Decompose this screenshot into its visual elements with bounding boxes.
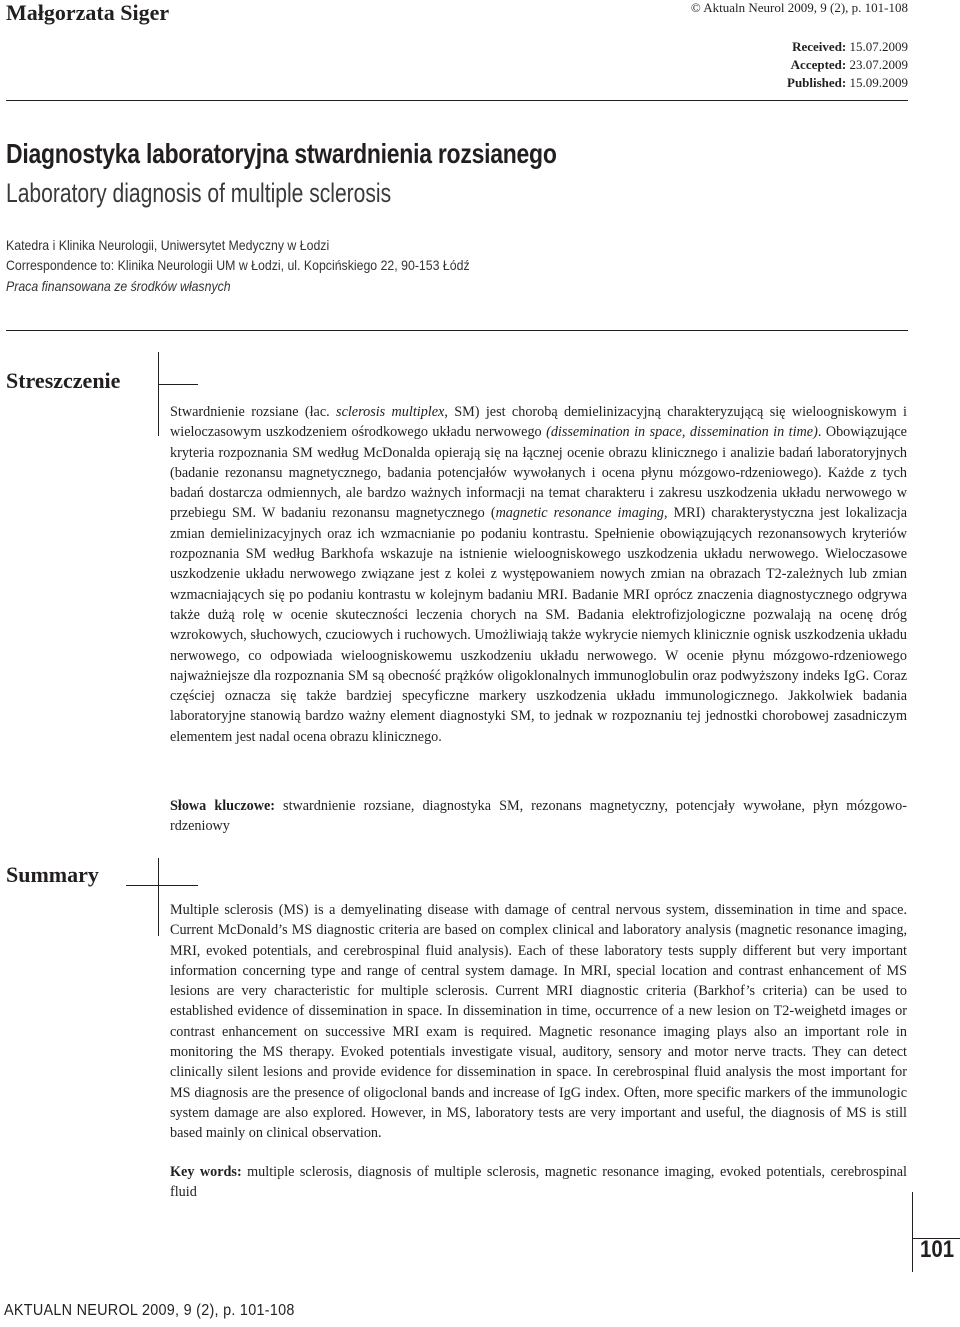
summary-bracket-horizontal — [126, 885, 198, 886]
journal-citation: © Aktualn Neurol 2009, 9 (2), p. 101-108 — [690, 0, 908, 15]
top-divider — [6, 100, 908, 101]
summary-heading: Summary — [6, 862, 99, 887]
page-number: 101 — [920, 1236, 955, 1263]
funding-line: Praca finansowana ze środków własnych — [6, 278, 231, 294]
accepted-row — [787, 56, 908, 74]
abstract-pl-part: , SM) jest chorobą demielinizacyjną charakteryzującą się wieloogniskowym i wieloczasowym uszkodzeniem ośrodkowego układu nerwowego — [170, 404, 907, 441]
received-row — [787, 38, 908, 56]
keywords-pl-label: Słowa kluczowe: — [170, 798, 275, 814]
streszczenie-heading: Streszczenie — [6, 368, 121, 393]
page-number-bracket-vertical — [912, 1192, 913, 1272]
abstract-pl-italic: (dissemination in space, dissemination in time) — [546, 424, 818, 441]
title-english: Laboratory diagnosis of multiple sclerosis — [6, 178, 392, 208]
footer-citation: AKTUALN NEUROL 2009, 9 (2), p. 101-108 — [4, 1302, 295, 1319]
published-date: 15.09.2009 — [849, 75, 908, 90]
received-date: 15.07.2009 — [849, 39, 908, 54]
abstract-pl-part: , MRI) charakterystyczna jest lokalizacja zmian demielinizacyjnych oraz ich wzmacnianie po podaniu kontrastu. Spełnienie obowiązujących rezonansowych kryteriów rozpoznania SM według Barkhofa wskazuje na istnienie wieloogniskowego uszkodzenia układu nerwowego. Wieloczasowe uszkodzenie układu nerwowego związane jest z kolei z występowaniem nowych zmian na obrazach T2-zależnych lub zmian wzmacniających się po podaniu kontrastu w kolejnym badaniu MRI. Badanie MRI oprócz znaczenia diagnostycznego odgrywa także dużą rolę w ocenie skuteczności leczenia chorych na SM. Badania elektrofizjologiczne pozwalają na ocenę dróg wzrokowych, słuchowych, czuciowych i ruchowych. Umożliwiają także wykrycie niemych klinicznie ognisk uszkodzenia układu nerwowego, co odpowiada wieloogniskowemu uszkodzeniu układu nerwowego. W ocenie płynu mózgowo-rdzeniowego najważniejsze dla rozpoznania SM są obecność prążków oligoklonalnych immunoglobulin oraz podwyższony indeks IgG. Coraz częściej oznacza się także bardziej specyficzne markery uszkodzenia układu immunologicznego. Jakkolwiek badania laboratoryjne stanowią bardzo ważny element diagnostyki SM, to jednak w rozpoznaniu tej jednostki chorobowej zasadniczym elementem jest nadal ocena obrazu klinicznego. — [170, 505, 907, 745]
keywords-polish — [170, 796, 907, 837]
title-polish: Diagnostyka laboratoryjna stwardnienia rozsianego — [6, 138, 557, 169]
streszczenie-bracket-horizontal — [158, 384, 198, 385]
author-name: Małgorzata Siger — [6, 0, 170, 25]
published-label: Published: — [787, 75, 847, 90]
published-row — [787, 74, 908, 92]
affiliation-line: Katedra i Klinika Neurologii, Uniwersytet Medyczny w Łodzi — [6, 237, 330, 253]
correspondence-line: Correspondence to: Klinika Neurologii UM w Łodzi, ul. Kopcińskiego 22, 90-153 Łódź — [6, 257, 470, 273]
article-dates — [787, 38, 908, 92]
accepted-label: Accepted: — [790, 57, 847, 72]
summary-bracket-vertical — [158, 858, 159, 936]
streszczenie-bracket-vertical — [158, 352, 159, 436]
abstract-pl-italic: sclerosis multiplex — [336, 404, 445, 420]
keywords-en-label: Key words: — [170, 1164, 242, 1180]
keywords-en-list: multiple sclerosis, diagnosis of multiple sclerosis, magnetic resonance imaging, evoked potentials, cerebrospinal fluid — [170, 1164, 907, 1201]
abstract-pl-part: Stwardnienie rozsiane (łac. — [170, 404, 337, 420]
abstract-pl-part: . Obowiązujące kryteria rozpoznania SM według McDonalda opierają się na łącznej ocenie obrazu klinicznego i analizie badań laboratoryjnych (badanie rezonansu magnetycznego, badania potencjałów wywołanych i ocena płynu mózgowo-rdzeniowego). Każde z tych badań dostarcza odmiennych, ale bardzo ważnych informacji na temat charakteru i zakresu uszkodzenia układu nerwowego w przebiegu SM. W badaniu rezonansu magnetycznego ( — [170, 424, 907, 522]
keywords-pl-list: stwardnienie rozsiane, diagnostyka SM, rezonans magnetyczny, potencjały wywołane, płyn mózgowo-rdzeniowy — [170, 798, 907, 835]
abstract-pl-italic: magnetic resonance imaging — [495, 505, 665, 522]
abstract-polish — [170, 402, 907, 747]
received-label: Received: — [792, 39, 847, 54]
keywords-english — [170, 1162, 907, 1203]
section-divider — [6, 330, 908, 331]
abstract-english: Multiple sclerosis (MS) is a demyelinating disease with damage of central nervous system, dissemination in time and space. Current McDonald’s MS diagnostic criteria are based on complex clinical and laboratory analysis (magnetic resonance imaging, MRI, evoked potentials, and cerebrospinal fluid analysis). Each of these laboratory tests supply different but very important information concerning type and range of central system damage. In MRI, special location and contrast enhancement of MS lesions are very characteristic for multiple sclerosis. Current MRI diagnostic criteria (Barkhof’s criteria) can be used to established evidence of dissemination in space. In dissemination in time, occurrence of a new lesion on T2-weighetd images or contrast enhancement on successive MRI exam is required. Magnetic resonance imaging plays also an important role in monitoring the MS therapy. Evoked potentials investigate visual, auditory, sensory and motor nerve tracts. They can detect clinically silent lesions and provide evidence for dissemination in space. In cerebrospinal fluid analysis the most important for MS diagnosis are the presence of oligoclonal bands and increase of IgG index. Often, more specific markers of the immunologic system damage are also explored. However, in MS, laboratory tests are very important and useful, the diagnosis of MS is still based mainly on clinical observation. — [170, 902, 907, 1142]
accepted-date: 23.07.2009 — [849, 57, 908, 72]
